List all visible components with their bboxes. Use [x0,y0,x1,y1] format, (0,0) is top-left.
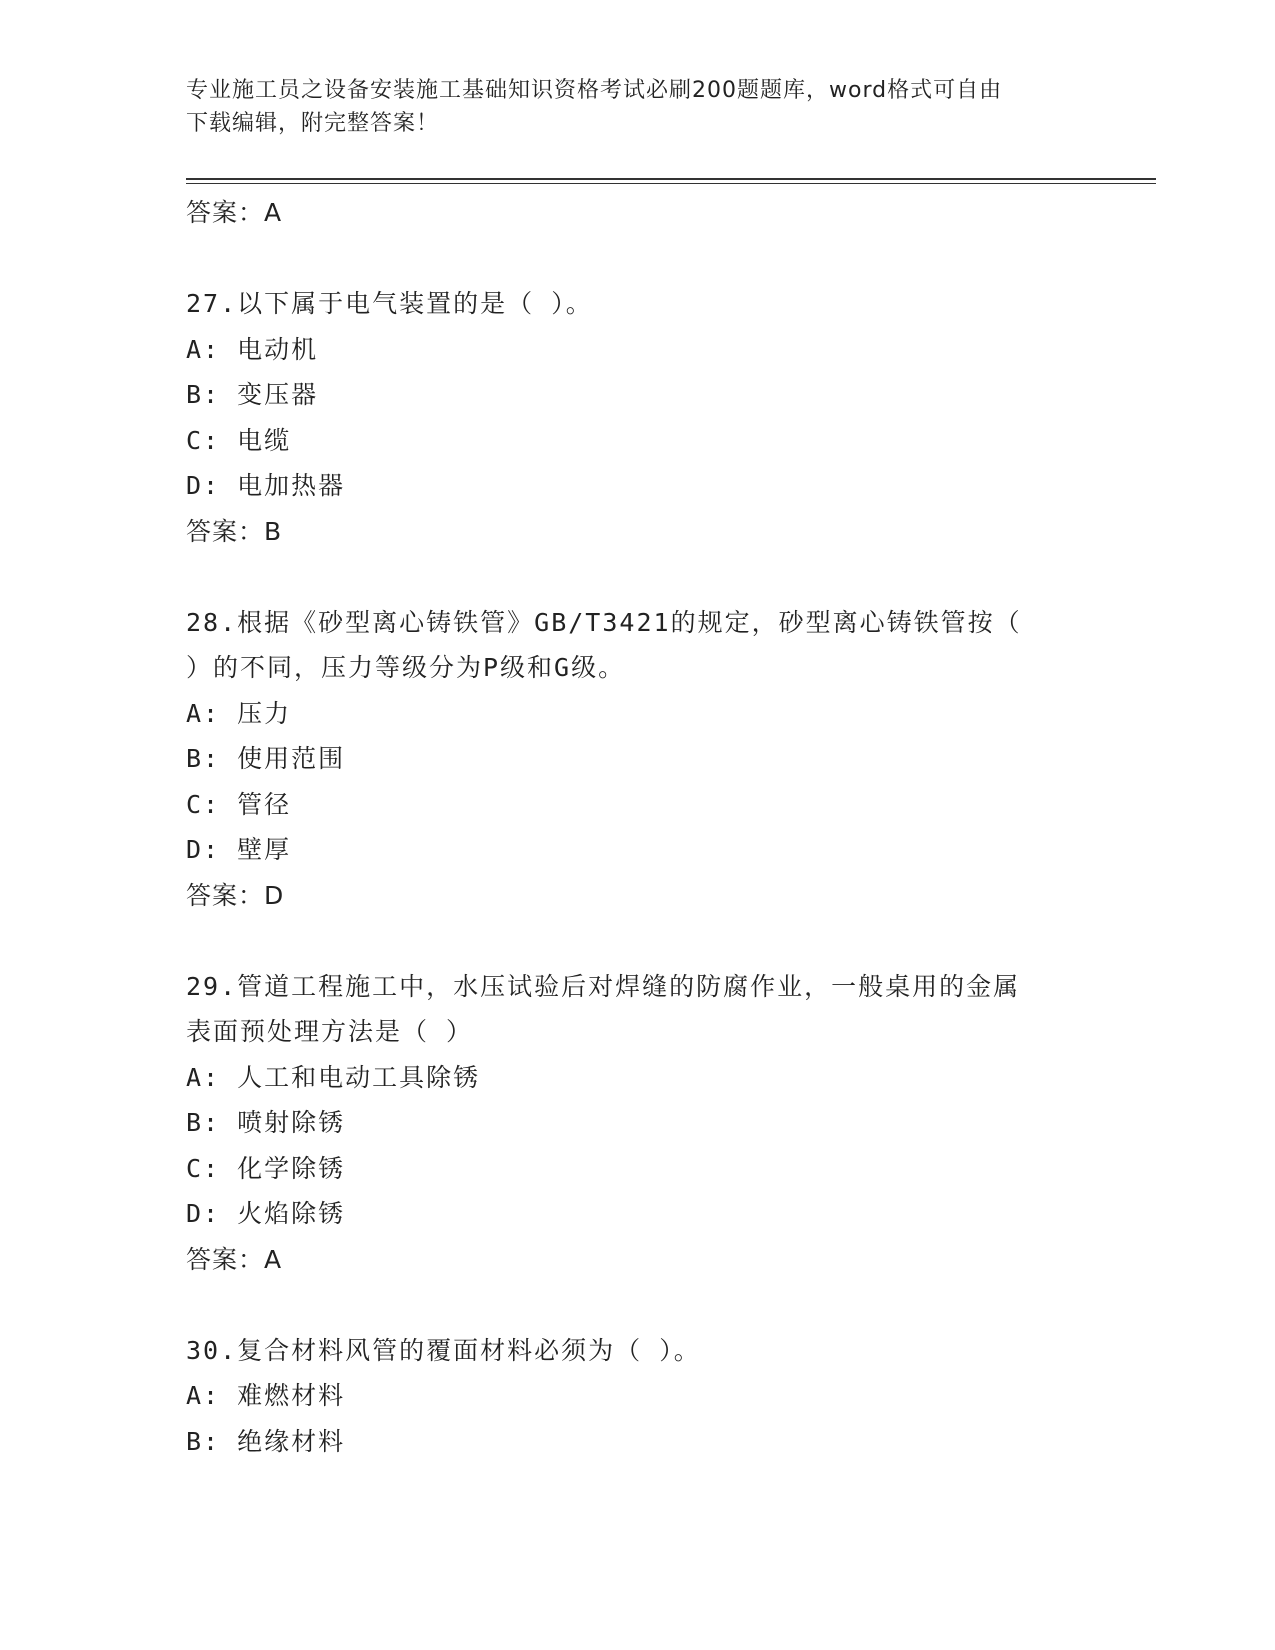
question-stem-continued: ）的不同，压力等级分为P级和G级。 [186,653,626,682]
question-27 [186,281,1086,554]
option-c: C: 管径 [186,789,292,819]
header-divider-thin [186,183,1156,184]
option-b: B: 绝缘材料 [186,1426,346,1456]
question-28 [186,600,1086,919]
question-stem: 28.根据《砂型离心铸铁管》GB/T3421的规定，砂型离心铸铁管按（ [186,607,1022,637]
answer: 答案：D [186,880,285,910]
option-d: D: 电加热器 [186,471,346,500]
option-d: D: 壁厚 [186,835,292,864]
option-d: D: 火焰除锈 [186,1199,346,1228]
header-line-1: 专业施工员之设备安装施工基础知识资格考试必刷200题题库，word格式可自由 [186,78,1003,103]
previous-answer: 答案：A [186,198,283,227]
answer: 答案：A [186,1244,283,1274]
option-c: C: 电缆 [186,425,292,455]
document-header [186,74,1086,140]
option-a: A: 人工和电动工具除锈 [186,1062,481,1092]
option-b: B: 使用范围 [186,744,346,773]
header-divider-thick [186,178,1156,180]
question-30 [186,1328,1086,1465]
question-stem: 27.以下属于电气装置的是（ ）。 [186,289,593,318]
header-line-2: 下载编辑，附完整答案！ [186,111,440,136]
question-stem-continued: 表面预处理方法是（ ） [186,1017,474,1046]
question-stem: 30.复合材料风管的覆面材料必须为（ ）。 [186,1335,701,1365]
option-b: B: 变压器 [186,380,319,409]
option-b: B: 喷射除锈 [186,1108,346,1137]
option-c: C: 化学除锈 [186,1153,346,1183]
question-list [186,190,1086,1464]
question-29 [186,964,1086,1283]
option-a: A: 电动机 [186,334,319,364]
option-a: A: 难燃材料 [186,1381,346,1410]
question-stem: 29.管道工程施工中，水压试验后对焊缝的防腐作业，一般桌用的金属 [186,971,1021,1001]
answer: 答案：B [186,516,283,546]
option-a: A: 压力 [186,698,292,728]
